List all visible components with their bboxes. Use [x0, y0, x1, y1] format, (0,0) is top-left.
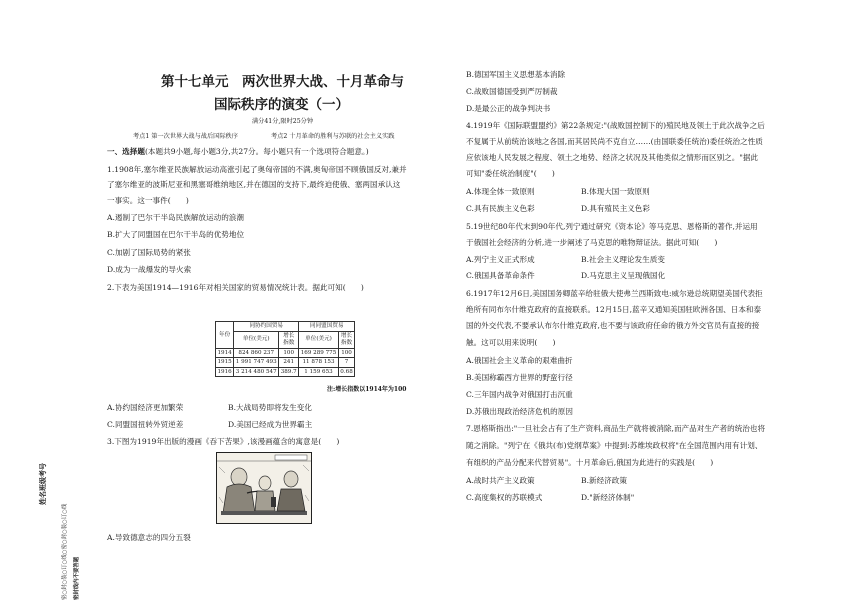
q4-stem-line4: 可知"委任统治制度"( ) — [466, 169, 555, 178]
q7-stem-line2: 随之消除。"列宁在《俄共(布)党纲草案》中提到:苏维埃政权将"在全国范围内用有计划、 — [466, 441, 763, 450]
table-subheader-row — [216, 331, 355, 348]
q6-stem-line2: 绝所有同布尔什维克政府的直接联系。12月15日,蓝辛又通知美国驻欧洲各国、日本和泰 — [466, 305, 762, 314]
q3-option-d: D.是最公正的战争判决书 — [466, 104, 551, 113]
table-cell: 389.7 — [279, 367, 299, 377]
table-header-year: 年份 — [216, 322, 234, 349]
q5-option-d: D.马克思主义呈现俄国化 — [581, 271, 666, 280]
table-cell: 824 860 237 — [234, 348, 279, 358]
q7-option-d: D."新经济体制" — [581, 493, 635, 502]
q6-option-d: D.苏俄出现政治经济危机的原因 — [466, 407, 573, 416]
table-cell: 241 — [279, 358, 299, 368]
q1-option-d: D.成为一战爆发的导火索 — [107, 265, 192, 274]
q6-option-c: C.三年国内战争对俄国打击沉重 — [466, 390, 573, 399]
q6-option-b: B.美国称霸西方世界的野蛮行径 — [466, 373, 573, 382]
q6-stem-line4: 触。这可以用来说明( ) — [466, 338, 556, 347]
q2-option-c: C.同盟国扭转外贸逆差 — [107, 420, 184, 429]
table-row — [216, 348, 355, 358]
q4-option-a: A.体现全体一致原则 — [466, 187, 535, 196]
q5-option-a: A.列宁主义正式形成 — [466, 255, 535, 264]
q2-stem: 2.下表为美国1914—1916年对相关国家的贸易情况统计表。据此可知( ) — [107, 283, 364, 292]
q1-stem-line3: 一事实。这一事件( ) — [107, 196, 189, 205]
q1-option-c: C.加剧了国际局势的紧张 — [107, 248, 191, 257]
table-header-group1: 同协约国贸易 — [234, 322, 299, 332]
table-sub-growth: 增长指数 — [338, 331, 354, 348]
q1-option-a: A.遏制了巴尔干半岛民族解放运动的浪潮 — [107, 213, 244, 222]
q4-stem-line1: 4.1919年《国际联盟盟约》第22条规定:"(战败国控制下的)殖民地及领土于此次战争之后 — [466, 121, 765, 130]
table-row — [216, 358, 355, 368]
q5-stem-line2: 于俄国社会经济的分析,进一步阐述了马克思的唯物辩证法。据此可知( ) — [466, 238, 718, 247]
binding-name-class-label: 姓名班级考号 — [38, 463, 47, 505]
table-header-group2: 同同盟国贸易 — [299, 322, 355, 332]
q2-option-a: A.协约国经济更加繁荣 — [107, 403, 184, 412]
section-note: (本题共9小题,每小题3分,共27分。每小题只有一个选项符合题意。) — [144, 147, 369, 156]
table-sub-unit: 单位(美元) — [299, 331, 339, 348]
table-cell: 100 — [338, 348, 354, 358]
section-heading — [107, 147, 369, 157]
q3-option-b: B.德国军国主义思想基本消除 — [466, 70, 566, 79]
q4-option-d: D.具有殖民主义色彩 — [581, 204, 650, 213]
q4-option-c: C.具有民族主义色彩 — [466, 204, 535, 213]
trade-table — [215, 321, 355, 377]
q6-stem-line1: 6.1917年12月6日,美国国务卿蓝辛给驻俄大使弗兰西斯致电:威尔逊总统期望美国代表拒 — [466, 289, 763, 298]
q6-stem-line3: 国的外交代表,不要承认布尔什维克政府,也不要与该政府任命的俄方外交官员有直接的接 — [466, 321, 760, 330]
q2-table-note: 注:增长指数以1914年为100 — [327, 386, 407, 393]
cartoon-drawing — [217, 453, 311, 523]
table-cell: 1 159 653 — [299, 367, 339, 377]
q1-stem-line2: 了塞尔维亚的波斯尼亚和黑塞哥维纳地区,并在德国的支持下,最终迫使俄、塞两国承认这 — [107, 180, 401, 189]
table-row — [216, 367, 355, 377]
q2-option-b: B.大战局势即将发生变化 — [228, 403, 312, 412]
q4-option-b: B.体现大国一致原则 — [581, 187, 650, 196]
table-cell: 1 991 747 493 — [234, 358, 279, 368]
table-cell: 169 289 775 — [299, 348, 339, 358]
table-cell: 7 — [338, 358, 354, 368]
unit-title-line2: 国际秩序的演变（一） — [214, 97, 349, 113]
q3-option-c: C.战败国德国受到严厉制裁 — [466, 87, 558, 96]
q7-option-c: C.高度集权的苏联模式 — [466, 493, 543, 502]
table-cell: 100 — [279, 348, 299, 358]
topic-2: 考点2 十月革命的胜利与苏联的社会主义实践 — [271, 133, 395, 140]
binding-seal-line: 密○封○装○订○线○密○封○装○订○线 — [62, 503, 68, 600]
table-cell: 1915 — [216, 358, 234, 368]
q2-option-d: D.美国已经成为世界霸主 — [228, 420, 313, 429]
score-time: 满分41分,限时25分钟 — [252, 118, 314, 125]
topic-1: 考点1 第一次世界大战与战后国际秩序 — [133, 133, 238, 140]
table-cell: 0.68 — [338, 367, 354, 377]
table-header-row — [216, 322, 355, 332]
q4-stem-line2: 不复属于从前统治该地之各国,而其居民尚不克自立……(由国联委任统治)委任统治之性质 — [466, 137, 763, 146]
q5-stem-line1: 5.19世纪80年代末到90年代,列宁通过研究《资本论》等马克思、恩格斯的著作,并运用 — [466, 222, 758, 231]
table-cell: 3 214 480 547 — [234, 367, 279, 377]
binding-warning: 密封线内不要答题 — [74, 556, 80, 600]
table-sub-unit: 单位(美元) — [234, 331, 279, 348]
q1-stem-line1: 1.1908年,塞尔维亚民族解放运动高涨引起了奥匈帝国的不满,奥匈帝国不顾俄国反对,兼并 — [107, 165, 407, 174]
q5-option-b: B.社会主义理论发生质变 — [581, 255, 665, 264]
q4-stem-line3: 应依该地人民发展之程度、领土之地势、经济之状况及其他类似之情形而区别之。"据此 — [466, 153, 759, 162]
q3-option-a: A.导致德意志的四分五裂 — [107, 533, 191, 542]
table-cell: 1916 — [216, 367, 234, 377]
q3-stem: 3.下图为1919年出版的漫画《吞下苦果》,该漫画蕴含的寓意是( ) — [107, 437, 340, 446]
unit-title-line1: 第十七单元 两次世界大战、十月革命与 — [161, 74, 404, 90]
q7-stem-line1: 7.恩格斯指出:"一旦社会占有了生产资料,商品生产就将被消除,而产品对生产者的统治也将 — [466, 424, 766, 433]
section-title: 一、选择题 — [107, 147, 145, 156]
table-sub-growth: 增长指数 — [279, 331, 299, 348]
q7-option-a: A.战时共产主义政策 — [466, 476, 535, 485]
q7-stem-line3: 有组织的产品分配来代替贸易"。十月革命后,俄国为此进行的实践是( ) — [466, 458, 714, 467]
q7-option-b: B.新经济政策 — [581, 476, 627, 485]
q6-option-a: A.俄国社会主义革命的艰难曲折 — [466, 356, 573, 365]
table-cell: 1914 — [216, 348, 234, 358]
table-cell: 11 878 153 — [299, 358, 339, 368]
q1-option-b: B.扩大了同盟国在巴尔干半岛的优势地位 — [107, 230, 245, 239]
q5-option-c: C.俄国具备革命条件 — [466, 271, 535, 280]
cartoon-image — [216, 452, 312, 524]
